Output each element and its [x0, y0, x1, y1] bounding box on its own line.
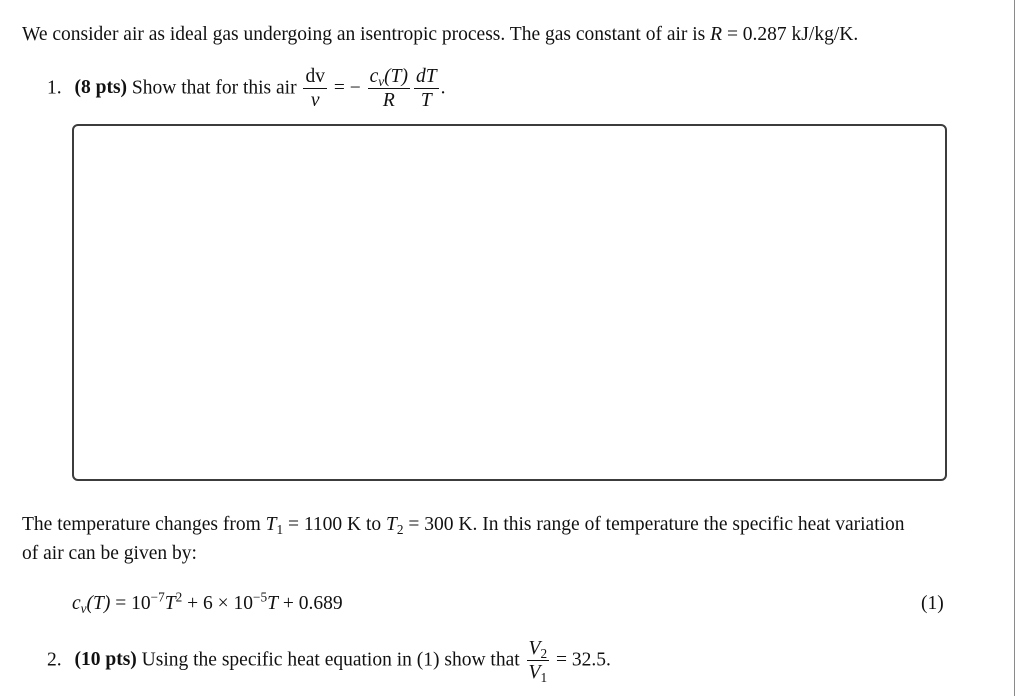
t-denominator: T	[420, 90, 432, 112]
equation-1	[72, 589, 343, 616]
lhs-numerator: dv	[303, 66, 327, 89]
para-text-a: The temperature changes from	[22, 514, 266, 535]
eq-term-1-exponent: −7	[150, 589, 165, 605]
lhs-fraction	[303, 66, 327, 112]
page-edge	[1014, 0, 1015, 696]
cv-over-r-fraction	[368, 66, 410, 112]
cv-symbol: c	[369, 66, 379, 87]
gas-constant-value: = 0.287 kJ/kg/K.	[722, 24, 859, 45]
v2-symbol: V	[528, 638, 541, 659]
eq-term-1-var: T	[164, 593, 176, 614]
t1-subscript: 1	[276, 521, 284, 537]
volume-ratio-fraction	[527, 638, 550, 684]
eq-term-2-exponent: −5	[252, 589, 268, 605]
eq-cv-symbol: c	[72, 593, 81, 614]
question-2	[47, 638, 611, 684]
t2-value: = 300 K. In this range of temperature the specific heat variation	[403, 514, 905, 535]
cv-numerator	[368, 66, 410, 89]
intro-text: We consider air as ideal gas undergoing an isentropic process. The gas constant of air is	[22, 24, 711, 45]
gas-constant-symbol: R	[710, 24, 723, 45]
eq-term-1-var-exponent: 2	[175, 589, 183, 605]
question-2-number: 2.	[47, 649, 62, 671]
dt-numerator: dT	[414, 66, 439, 89]
r-denominator: R	[382, 90, 395, 112]
question-1-end: .	[440, 77, 446, 99]
t1-symbol: T	[265, 514, 277, 535]
eq-term-2: + 6 × 10	[182, 593, 253, 614]
question-1-points: (8 pts)	[74, 77, 128, 99]
question-2-text: Using the specific heat equation in (1) show that	[141, 649, 520, 671]
question-1-number: 1.	[47, 77, 62, 99]
answer-box-1[interactable]	[72, 124, 947, 481]
equation-label: (1)	[921, 593, 944, 614]
v1-subscript: 1	[540, 670, 548, 686]
temperature-paragraph-line-2: of air can be given by:	[22, 543, 197, 564]
question-1	[47, 66, 445, 112]
volume-ratio-result: = 32.5.	[551, 649, 611, 671]
lhs-denominator: v	[310, 90, 320, 112]
eq-term-2-var: T	[267, 593, 278, 614]
t1-value: = 1100 K to	[283, 514, 387, 535]
eq-cv-subscript: v	[80, 600, 87, 616]
v2-numerator	[527, 638, 550, 661]
question-2-points: (10 pts)	[74, 649, 137, 671]
v1-denominator	[527, 661, 550, 686]
question-1-text: Show that for this air	[131, 77, 297, 99]
dt-over-t-fraction	[414, 66, 439, 112]
v1-symbol: V	[528, 662, 541, 684]
intro-line	[22, 25, 858, 45]
cv-argument: (T)	[384, 66, 408, 87]
temperature-paragraph-line-1	[22, 515, 905, 535]
v2-subscript: 2	[540, 645, 548, 661]
eq-term-3: + 0.689	[277, 593, 343, 614]
eq-term-1: = 10	[110, 593, 151, 614]
cv-subscript: v	[378, 73, 385, 89]
equals-minus: = −	[333, 77, 361, 99]
t2-symbol: T	[386, 514, 397, 535]
eq-cv-argument: (T)	[86, 593, 111, 614]
t2-subscript: 2	[396, 521, 404, 537]
